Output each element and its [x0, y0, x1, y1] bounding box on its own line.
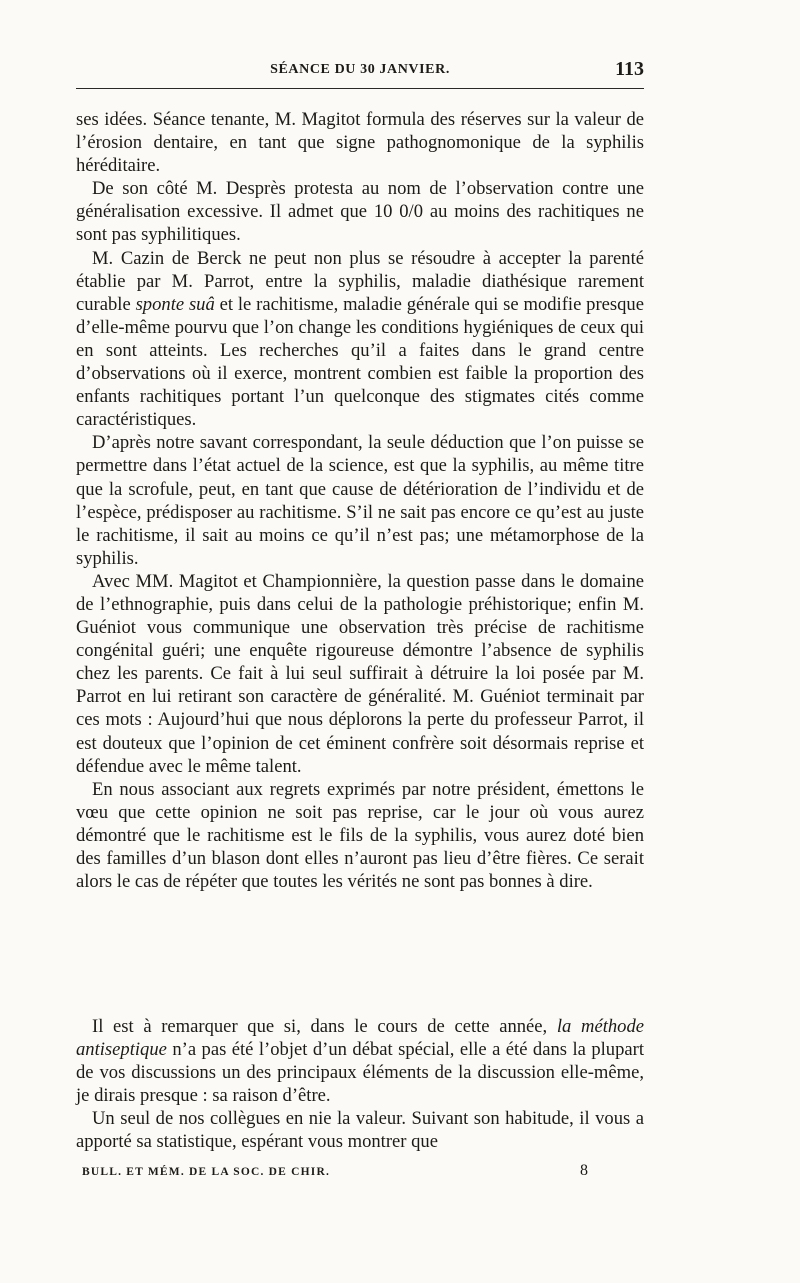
running-title: SÉANCE DU 30 JANVIER.	[270, 62, 450, 77]
paragraph-text: Il est à remarquer que si, dans le cours de cette année,	[92, 1016, 548, 1037]
paragraph	[76, 1015, 644, 1107]
page-header	[76, 58, 644, 89]
paragraph-text: M. Cazin de Berck ne peut non plus se résoudre à accepter la parenté établie par M. Parrot, entre la syphilis, maladie diathésique rarement curable	[76, 247, 644, 315]
italic-phrase: sponte suâ	[135, 293, 215, 315]
paragraph	[76, 247, 644, 432]
paragraph: D’après notre savant correspondant, la seule déduction que l’on puisse se permettre dans l’état actuel de la science, est que la syphilis, au même titre que la scrofule, peut, en tant que cause de détérioration de l’individu et de l’espèce, prédisposer au rachitisme. S’il ne sait pas encore ce qu’est au juste le rachitisme, il sait au moins ce qu’il n’est pas; une métamorphose de la syphilis.	[76, 432, 644, 569]
body-text	[76, 108, 644, 893]
page-number: 113	[615, 58, 644, 80]
paragraph: De son côté M. Desprès protesta au nom de l’observation contre une généralisation excessive. Il admet que 10 0/0 au moins des rachitiques ne sont pas syphilitiques.	[76, 178, 644, 246]
paragraph: Avec MM. Magitot et Championnière, la question passe dans le domaine de l’ethnographie, puis dans celui de la pathologie préhistorique; enfin M. Guéniot vous communique une observation très précise de rachitisme congénital guéri; une enquête rigoureuse démontre l’absence de syphilis chez les parents. Ce fait à lui seul suffirait à détruire la loi posée par M. Parrot en lui retirant son caractère de généralité. M. Guéniot terminait par ces mots : Aujourd’hui que nous déplorons la perte du professeur Parrot, il est douteux que l’opinion de cet éminent confrère soit désormais reprise et défendue avec le même talent.	[76, 570, 644, 777]
paragraph-text: et le rachitisme, maladie générale qui se modifie presque d’elle-même pourvu que l’on change les conditions hygiéniques de ceux qui en sont atteints. Les recherches qu’il a faites dans le grand centre d’observations où il exerce, montrent combien est faible la proportion des enfants rachitiques portant l’un quelconque des stigmates cités comme caractéristiques.	[76, 293, 644, 431]
paragraph: En nous associant aux regrets exprimés par notre président, émettons le vœu que cette opinion ne soit pas reprise, car le jour où vous aurez démontré que le rachitisme est le fils de la syphilis, vous aurez doté bien des familles d’un blason dont elles n’auront pas lieu d’être fières. Ce serait alors le cas de répéter que toutes les vérités ne sont pas bonnes à dire.	[76, 778, 644, 893]
paragraph: Un seul de nos collègues en nie la valeur. Suivant son habitude, il vous a apporté sa statistique, espérant vous montrer que	[76, 1108, 644, 1153]
italic-phrase: la méthode antiseptique	[76, 1016, 645, 1061]
page-footer	[76, 1162, 644, 1184]
journal-footer: BULL. ET MÉM. DE LA SOC. DE CHIR.	[82, 1166, 331, 1178]
body-text-section-2	[76, 1015, 644, 1154]
paragraph: ses idées. Séance tenante, M. Magitot formula des réserves sur la valeur de l’érosion dentaire, en tant que signe pathognomonique de la syphilis héréditaire.	[76, 109, 644, 177]
paragraph-text: n’a pas été l’objet d’un débat spécial, elle a été dans la plupart de vos discussions un des principaux éléments de la discussion elle-même, je dirais presque : sa raison d’être.	[76, 1039, 644, 1107]
signature-mark: 8	[580, 1162, 588, 1179]
